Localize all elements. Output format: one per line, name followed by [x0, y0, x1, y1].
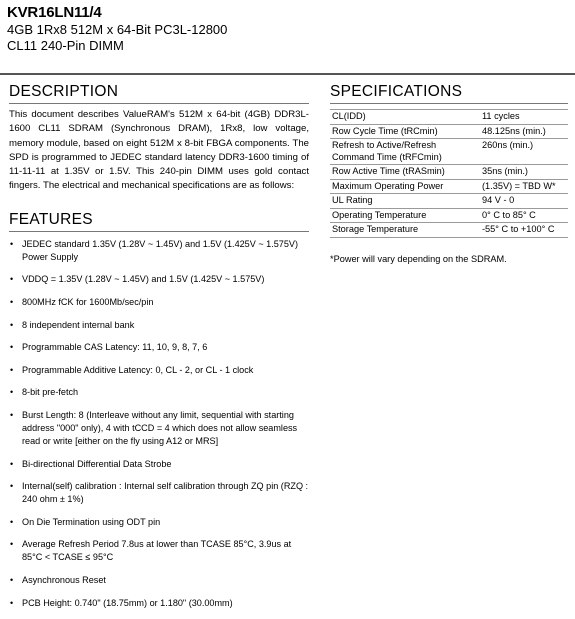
description-heading-wrap — [9, 82, 309, 104]
spec-parameter: Storage Temperature — [330, 223, 480, 238]
feature-text: Bi-directional Differential Data Strobe — [22, 458, 172, 469]
feature-item — [9, 296, 309, 309]
part-number: KVR16LN11/4 — [7, 4, 102, 21]
spec-row — [330, 139, 568, 165]
bullet-icon: • — [10, 238, 14, 249]
feature-text: Asynchronous Reset — [22, 574, 106, 585]
spec-parameter: Row Cycle Time (tRCmin) — [330, 124, 480, 139]
feature-item — [9, 238, 309, 264]
feature-text: VDDQ = 1.35V (1.28V ~ 1.45V) and 1.5V (1.425V ~ 1.575V) — [22, 274, 265, 285]
bullet-icon: • — [10, 597, 14, 608]
right-column — [330, 82, 568, 264]
bullet-icon: • — [10, 516, 14, 527]
bullet-icon: • — [10, 342, 14, 353]
feature-item — [9, 480, 309, 506]
product-summary-line-1: 4GB 1Rx8 512M x 64-Bit PC3L-12800 — [7, 22, 228, 37]
spec-row — [330, 208, 568, 223]
spec-parameter: Refresh to Active/Refresh Command Time (tRFCmin) — [330, 139, 480, 165]
spec-value: -55° C to +100° C — [480, 223, 568, 238]
spec-row — [330, 194, 568, 209]
features-list — [9, 238, 309, 610]
bullet-icon: • — [10, 364, 14, 375]
document-header — [7, 4, 572, 54]
spec-value: 35ns (min.) — [480, 165, 568, 180]
product-summary-line-2: CL11 240-Pin DIMM — [7, 38, 124, 53]
feature-text: Burst Length: 8 (Interleave without any limit, sequential with starting address "000" only), 4 with tCCD = 4 which does not allow seamless read or write [either on the fly using A12 or MRS] — [22, 409, 298, 446]
spec-value: 94 V - 0 — [480, 194, 568, 209]
bullet-icon: • — [10, 296, 14, 307]
specifications-table — [330, 109, 568, 238]
bullet-icon: • — [10, 409, 14, 420]
bullet-icon: • — [10, 539, 14, 550]
feature-text: JEDEC standard 1.35V (1.28V ~ 1.45V) and 1.5V (1.425V ~ 1.575V) Power Supply — [22, 238, 299, 262]
spec-value: 0° C to 85° C — [480, 208, 568, 223]
spec-value: 48.125ns (min.) — [480, 124, 568, 139]
feature-text: Programmable Additive Latency: 0, CL - 2, or CL - 1 clock — [22, 364, 254, 375]
header-divider — [0, 73, 575, 75]
feature-item — [9, 516, 309, 529]
spec-parameter: Maximum Operating Power — [330, 179, 480, 194]
feature-item — [9, 386, 309, 399]
feature-text: On Die Termination using ODT pin — [22, 516, 161, 527]
feature-item — [9, 273, 309, 286]
spec-value: 11 cycles — [480, 110, 568, 125]
spec-value: 260ns (min.) — [480, 139, 568, 165]
spec-row — [330, 165, 568, 180]
feature-text: 800MHz fCK for 1600Mb/sec/pin — [22, 296, 154, 307]
feature-item — [9, 538, 309, 564]
feature-item — [9, 409, 309, 448]
spec-parameter: UL Rating — [330, 194, 480, 209]
features-heading-wrap — [9, 210, 309, 232]
specifications-heading: SPECIFICATIONS — [330, 83, 463, 100]
bullet-icon: • — [10, 274, 14, 285]
bullet-icon: • — [10, 458, 14, 469]
feature-item — [9, 319, 309, 332]
features-heading: FEATURES — [9, 210, 93, 228]
feature-text: Internal(self) calibration : Internal self calibration through ZQ pin (RZQ : 240 ohm ± 1%) — [22, 481, 309, 505]
spec-row — [330, 179, 568, 194]
power-footnote: *Power will vary depending on the SDRAM. — [330, 253, 507, 264]
spec-parameter: Row Active Time (tRASmin) — [330, 165, 480, 180]
feature-item — [9, 341, 309, 354]
bullet-icon: • — [10, 387, 14, 398]
left-column — [9, 82, 309, 619]
spec-row — [330, 223, 568, 238]
spec-row — [330, 124, 568, 139]
spec-parameter: Operating Temperature — [330, 208, 480, 223]
feature-text: PCB Height: 0.740" (18.75mm) or 1.180" (30.00mm) — [22, 597, 233, 608]
description-text: This document describes ValueRAM's 512M x 64-bit (4GB) DDR3L-1600 CL11 SDRAM (Synchronous DRAM), 1Rx8, low voltage, memory module, based on eight 512M x 8-bit FBGA components. The SPD is programmed to JEDEC standard latency DDR3-1600 timing of 11-11-11 at 1.35V or 1.5V. This 240-pin DIMM uses gold contact fingers. The electrical and mechanical specifications are as follows: — [9, 109, 309, 192]
spec-value: (1.35V) = TBD W* — [480, 179, 568, 194]
feature-item — [9, 574, 309, 587]
spec-parameter: CL(IDD) — [330, 110, 480, 125]
description-heading: DESCRIPTION — [9, 83, 119, 100]
feature-item — [9, 597, 309, 610]
feature-text: Programmable CAS Latency: 11, 10, 9, 8, 7, 6 — [22, 342, 208, 353]
spec-row — [330, 110, 568, 125]
feature-text: Average Refresh Period 7.8us at lower than TCASE 85°C, 3.9us at 85°C < TCASE ≤ 95°C — [22, 539, 292, 563]
bullet-icon: • — [10, 574, 14, 585]
feature-item — [9, 364, 309, 377]
feature-text: 8 independent internal bank — [22, 319, 135, 330]
specifications-heading-wrap — [330, 82, 568, 104]
bullet-icon: • — [10, 319, 14, 330]
bullet-icon: • — [10, 481, 14, 492]
feature-text: 8-bit pre-fetch — [22, 387, 79, 398]
feature-item — [9, 458, 309, 471]
